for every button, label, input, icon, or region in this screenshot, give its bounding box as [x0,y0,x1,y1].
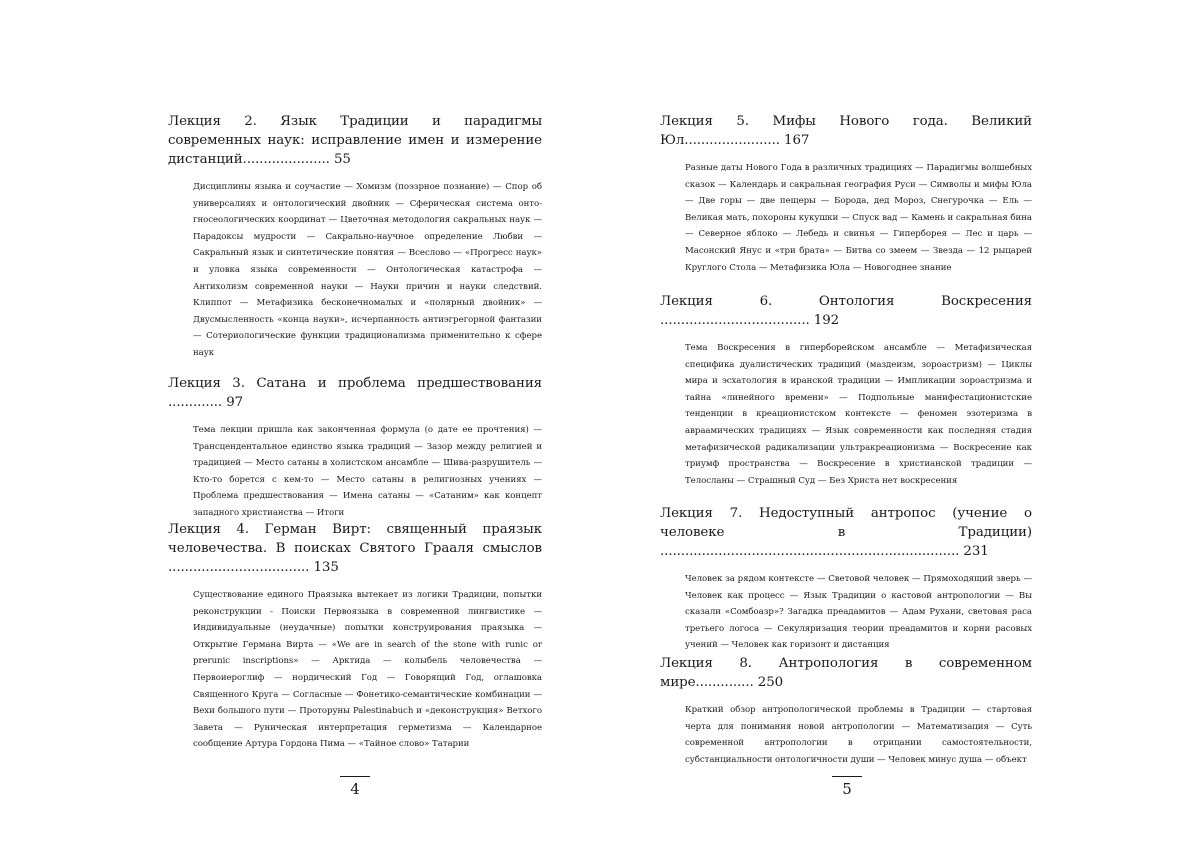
toc-entry [168,112,542,362]
page-number: 5 [832,776,862,798]
lecture-3-title: Лекция 3. Сатана и проблема предшествования ............. 97 [168,376,542,410]
right-page [660,0,1032,849]
lecture-5-summary: Разные даты Нового Года в различных традициях — Парадигмы волшебных сказок — Календарь и сакральная география Руси — Символы и мифы Юла — Две горы — две пещеры — Борода, дед Мороз, Снегурочка — Ель — Великая мать, похороны кукушки — Спуск вад — Камень и сакральная бина — Северное яблоко — Лебедь и свинья — Гиперборея — Лес и царь — Масонский Янус и «три брата» — Битва со змеем — Звезда — 12 рыцарей Круглого Стола — Метафизика Юла — Новогоднее знание [685,163,1032,273]
lecture-6-summary: Тема Воскресения в гиперборейском ансамбле — Метафизическая специфика дуалистических традиций (маздеизм, зороастризм) — Циклы мира и эсхатология в иранской традиции — Импликации зороастризма и тайна «линейного времени» — Подпольные манифестационистские тенденции в креационистском контексте — феномен эзотеризма в авраамических традициях — Язык современности как последняя стадия метафизической радикализации ультракреационизма — Воскресение как триумф пространства — Воскресение в христианской традиции — Телосланы — Страшный Суд — Без Христа нет воскресения [685,343,1032,486]
toc-entry [168,374,542,522]
toc-entry [660,292,1032,489]
toc-entry [660,112,1032,276]
lecture-2-summary: Дисциплины языка и соучастие — Хомизм (поэзрное познание) — Спор об универсалиях и онтологический двойник — Сферическая система онто-гносеологических координат — Цветочная методология сакральных наук — Парадоксы мудрости — Сакрально-научное определение Любви — Сакральный язык и синтетические понятия — Всеслово — «Прогресс наук» и уловка языка современности — Онтологическая катастрофа — Антихолизм современной науки — Науки причин и науки следствий. Клиппот — Метафизика бесконечномалых и «полярный двойник» — Двусмысленность «конца науки», исчерпанность антиэгрегорной фантазии — Сотериологические функции традиционализма применительно к сфере наук [193,182,542,358]
lecture-6-title: Лекция 6. Онтология Воскресения .................................... 192 [660,294,1032,328]
lecture-2-title: Лекция 2. Язык Традиции и парадигмы современных наук: исправление имен и измерение дистанций..................... 55 [168,114,542,167]
lecture-7-title: Лекция 7. Недоступный антропос (учение о человеке в Традиции) ........................................................................ 231 [660,506,1032,559]
lecture-5-title: Лекция 5. Мифы Нового года. Великий Юл....................... 167 [660,114,1032,148]
lecture-8-title: Лекция 8. Антропология в современном мире.............. 250 [660,656,1032,690]
lecture-4-summary: Существование единого Праязыка вытекает из логики Традиции, попытки реконструкции - Поиски Первоязыка в современной лингвистике — Индивидуальные (неудачные) попытки конструирования праязыка — Открытие Германа Вирта — «We are in search of the stone with runic or prerunic inscriptions» — Арктида — колыбель человечества — Первоиероглиф — нордический Год — Говорящий Год, оглашовка Священного Круга — Согласные — Фонетико-семантические комбинации — Вехи большого пути — Проторуны Palestinabuch и «деконструкция» Ветхого Завета — Руническая интерпретация герметизма — Календарное сообщение Артура Гордона Пима — «Тайное слово» Татарии [193,590,542,750]
lecture-8-summary: Краткий обзор антропологической проблемы в Традиции — стартовая черта для понимания новой антропологии — Математизация — Суть современной антропологии в отрицании самостоятельности, субстанциальности онтологичности души — Человек минус душа — объект [685,705,1032,765]
lecture-3-summary: Тема лекции пришла как законченная формула (о дате ее прочтения) — Трансцендентальное единство языка традиций — Зазор между религией и традицией — Место сатаны в холистском ансамбле — Шива-разрушитель — Кто-то борется с кем-то — Место сатаны в религиозных учениях — Проблема предшествования — Имена сатаны — «Сатаним» как концепт западного христианства — Итоги [193,425,542,518]
toc-entry [660,504,1032,654]
lecture-4-title: Лекция 4. Герман Вирт: священный праязык человечества. В поисках Святого Грааля смыслов .................................. 135 [168,522,542,575]
toc-entry [168,520,542,753]
page-number: 4 [340,776,370,798]
toc-entry [660,654,1032,768]
left-page [168,0,542,849]
lecture-7-summary: Человек за рядом контексте — Световой человек — Прямоходящий зверь — Человек как процесс — Язык Традиции о кастовой антропологии — Вы сказали «Сомбоазр»? Загадка преадамитов — Адам Рухани, световая раса третьего логоса — Секуляризация теории преадамитов и корни расовых учений — Человек как горизонт и дистанция [685,574,1032,651]
